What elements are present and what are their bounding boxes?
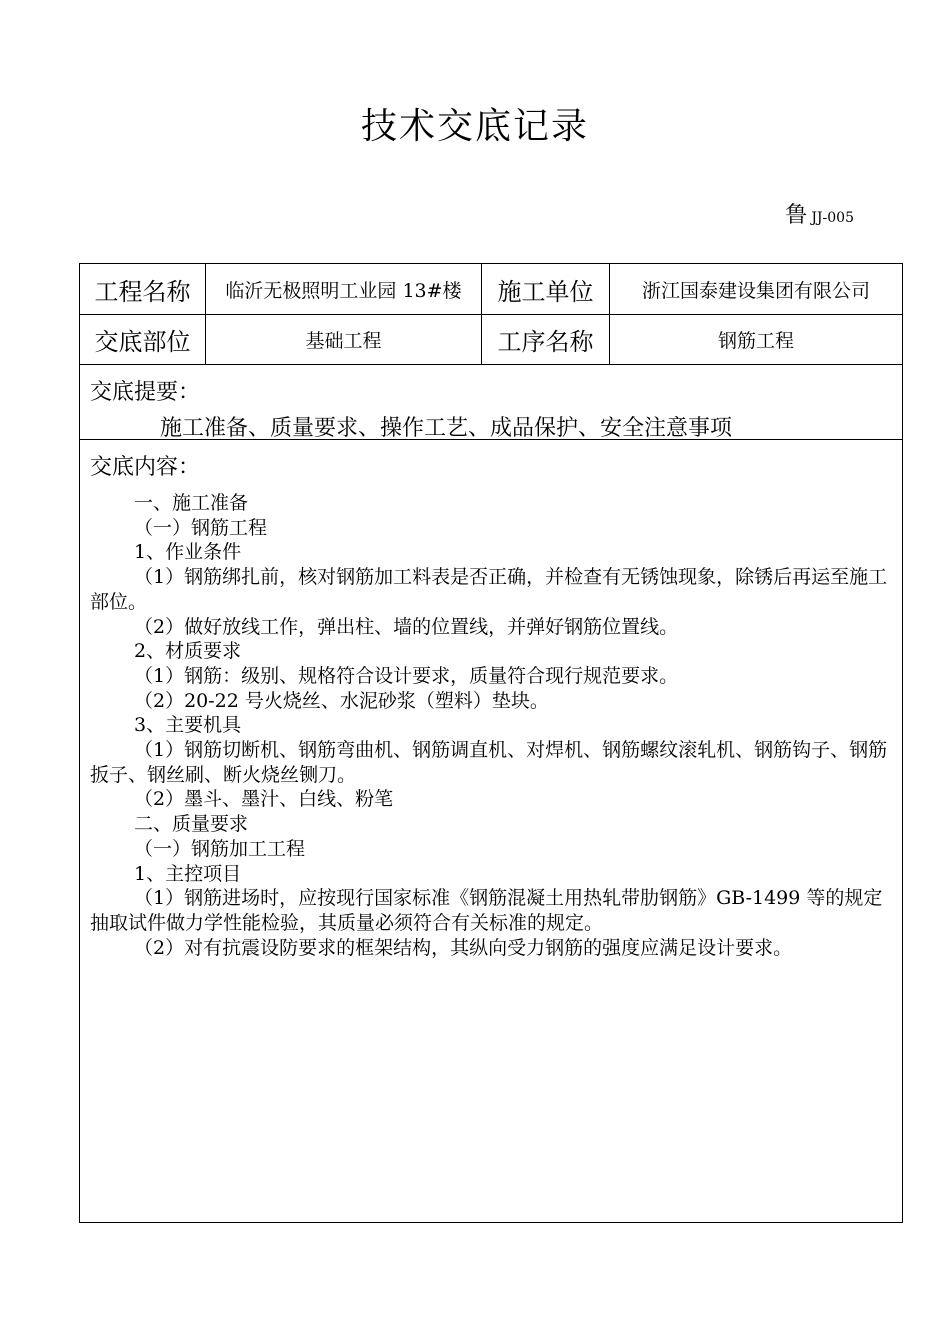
content-line: （1）钢筋进场时，应按现行国家标准《钢筋混凝土用热轧带肋钢筋》GB-1499 等的规定抽取试件做力学性能检验，其质量必须符合有关标准的规定。 bbox=[90, 887, 883, 934]
summary-text: 施工准备、质量要求、操作工艺、成品保护、安全注意事项 bbox=[160, 416, 733, 441]
summary-section bbox=[80, 365, 902, 440]
contractor-label: 施工单位 bbox=[482, 264, 610, 314]
content-line: 2、材质要求 bbox=[134, 640, 242, 663]
code-number: JJ-005 bbox=[811, 210, 854, 226]
content-line: （1）钢筋：级别、规格符合设计要求，质量符合现行规范要求。 bbox=[134, 664, 679, 687]
document-title: 技术交底记录 bbox=[360, 106, 589, 147]
content-line: 1、作业条件 bbox=[134, 541, 242, 564]
code-prefix: 鲁 bbox=[785, 203, 808, 228]
document-code bbox=[785, 198, 854, 229]
part-label: 交底部位 bbox=[80, 315, 206, 364]
process-value: 钢筋工程 bbox=[717, 330, 794, 352]
content-line: （1）钢筋绑扎前，核对钢筋加工料表是否正确，并检查有无锈蚀现象，除锈后再运至施工部位。 bbox=[90, 566, 888, 613]
header-row-2 bbox=[80, 315, 902, 365]
content-line: 3、主要机具 bbox=[134, 714, 242, 737]
content-line: （1）钢筋切断机、钢筋弯曲机、钢筋调直机、对焊机、钢筋螺纹滚轧机、钢筋钩子、钢筋扳子、钢丝刷、断火烧丝铡刀。 bbox=[90, 739, 888, 786]
project-name-label: 工程名称 bbox=[80, 264, 206, 314]
content-line: （一）钢筋加工工程 bbox=[134, 837, 306, 860]
summary-label: 交底提要： bbox=[90, 380, 201, 405]
content-line: 1、主控项目 bbox=[134, 862, 242, 885]
content-line: 二、质量要求 bbox=[134, 813, 249, 836]
disclosure-form bbox=[79, 263, 903, 1223]
content-line: （2）对有抗震设防要求的框架结构，其纵向受力钢筋的强度应满足设计要求。 bbox=[134, 936, 793, 959]
content-line: （2）墨斗、墨汁、白线、粉笔 bbox=[134, 788, 394, 811]
contractor-value: 浙江国泰建设集团有限公司 bbox=[641, 279, 870, 302]
project-name-value: 临沂无极照明工业园 13#楼 bbox=[206, 264, 482, 314]
content-line: （2）20-22 号火烧丝、水泥砂浆（塑料）垫块。 bbox=[134, 689, 549, 712]
content-line: 一、施工准备 bbox=[134, 492, 249, 514]
part-value: 基础工程 bbox=[206, 315, 482, 364]
content-label: 交底内容： bbox=[90, 455, 201, 480]
content-body bbox=[90, 491, 898, 960]
process-label: 工序名称 bbox=[482, 315, 610, 364]
header-row-1 bbox=[80, 264, 902, 315]
content-line: （一）钢筋工程 bbox=[134, 516, 268, 539]
content-line: （2）做好放线工作，弹出柱、墙的位置线，并弹好钢筋位置线。 bbox=[134, 615, 679, 638]
